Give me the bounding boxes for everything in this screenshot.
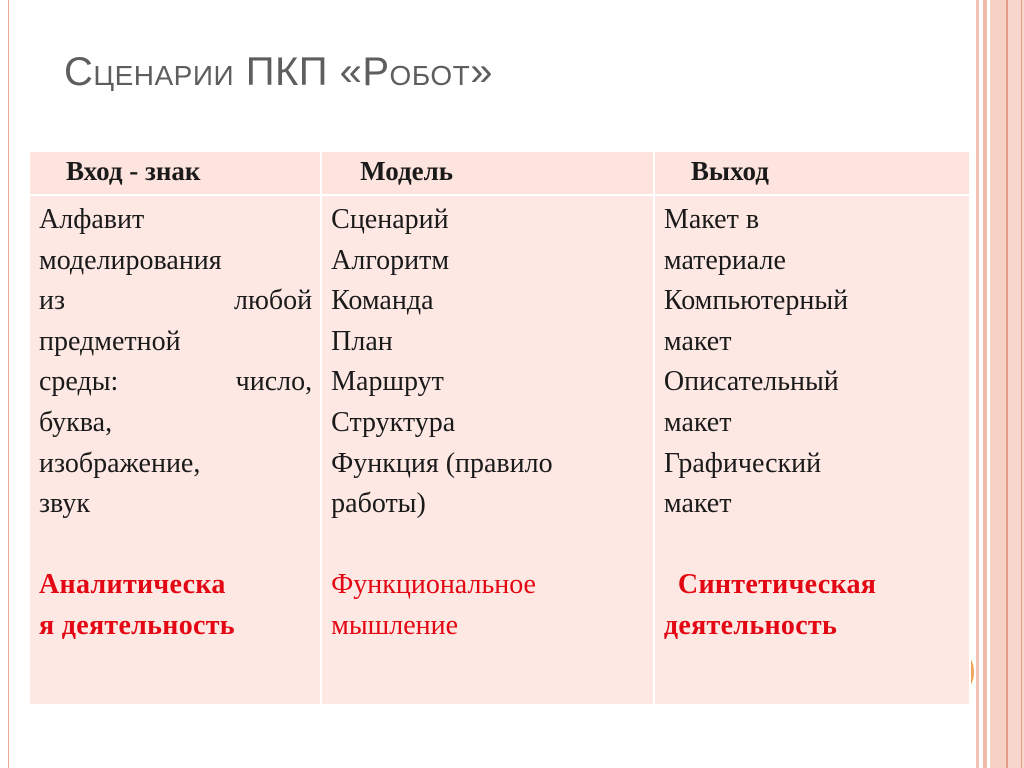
decor-stripe [990, 0, 1006, 768]
decor-stripe [983, 0, 987, 768]
summary-line: Аналитическа [39, 569, 226, 601]
cell-word: среды: [39, 366, 119, 398]
cell-line: Сценарий [331, 204, 449, 235]
summary-line: Функциональное [331, 569, 536, 601]
cell-line: Маршрут [331, 366, 444, 398]
cell-word: любой [234, 285, 313, 317]
cell-line: предметной [39, 325, 181, 357]
cell-line: работы) [331, 488, 426, 520]
cell-output [654, 195, 970, 705]
cell-word: из [39, 285, 66, 317]
cell-line [39, 281, 312, 322]
cell-line: изображение, [39, 447, 201, 479]
decor-line [1006, 0, 1008, 768]
cell-line: материале [663, 244, 786, 276]
scenario-table [28, 150, 971, 706]
cell-line: Алгоритм [331, 244, 450, 276]
cell-input [29, 195, 321, 705]
spacer [331, 525, 645, 566]
cell-line: звук [39, 488, 90, 520]
cell-line: макет [663, 406, 732, 438]
summary-line: деятельность [663, 609, 838, 641]
cell-line [39, 362, 312, 403]
slide-title: Сценарии ПКП «Робот» [64, 50, 494, 94]
header-model: Модель [321, 151, 654, 195]
summary-line: мышление [331, 609, 459, 641]
summary-line: Синтетическая [677, 569, 877, 601]
cell-word: число, [235, 366, 313, 398]
cell-model [321, 195, 654, 705]
cell-line: Описательный [663, 366, 839, 398]
decor-line [1021, 0, 1022, 768]
cell-line: Команда [331, 285, 434, 317]
table-header-row [29, 151, 970, 195]
cell-line: макет [663, 488, 732, 520]
cell-line: моделирования [39, 244, 222, 276]
spacer [664, 525, 961, 566]
cell-line: План [331, 325, 393, 357]
table-row [29, 195, 970, 705]
summary-line: я деятельность [39, 609, 235, 641]
cell-line: Графический [663, 447, 822, 479]
header-output: Выход [654, 151, 970, 195]
spacer [39, 525, 312, 566]
cell-line: Структура [331, 406, 456, 438]
cell-line: Макет в [663, 204, 760, 235]
decor-stripe [976, 0, 979, 768]
cell-line: буква, [39, 406, 113, 438]
cell-line: Компьютерный [663, 285, 849, 317]
cell-line: макет [663, 325, 732, 357]
cell-line: Функция (правило [331, 447, 553, 479]
header-input-sign: Вход - знак [29, 151, 321, 195]
cell-line: Алфавит [39, 204, 145, 235]
